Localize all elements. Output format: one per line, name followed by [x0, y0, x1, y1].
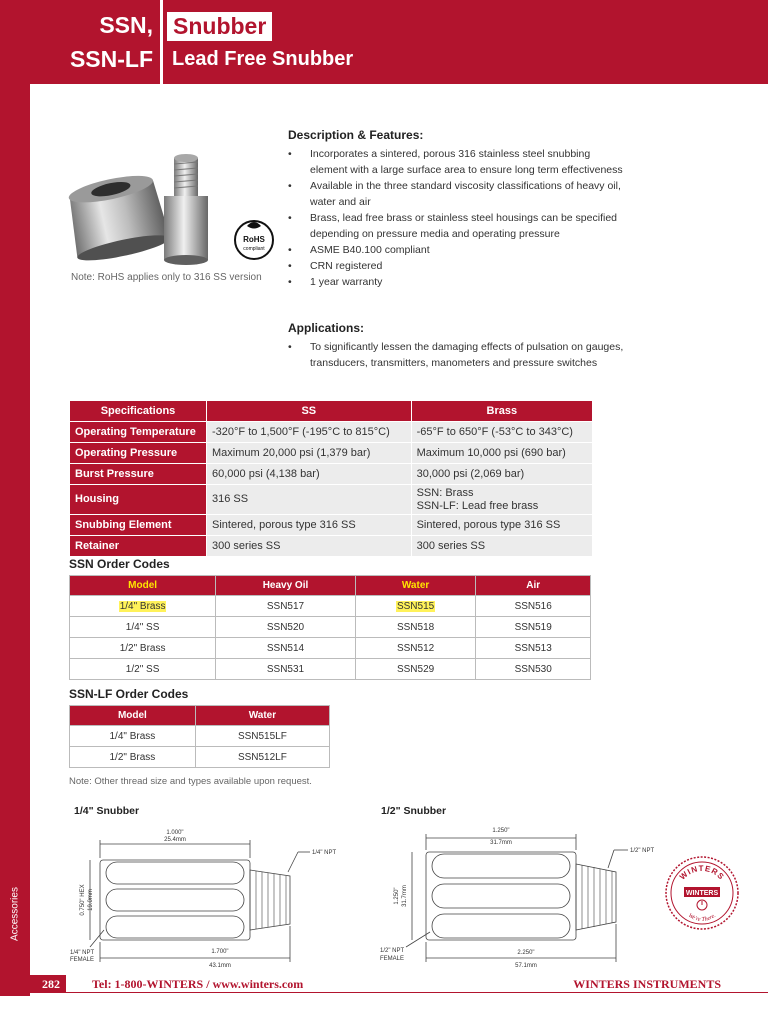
winters-logo — [664, 855, 740, 931]
spec-row — [70, 464, 593, 485]
feature-item: • 1 year warranty — [288, 274, 628, 290]
table-cell — [355, 596, 476, 617]
quarter-hex-dim: 0.750" HEX — [80, 884, 86, 916]
feature-item: • Incorporates a sintered, porous 316 stainless steel snubbing element with a large surface area to ensure long term effectiveness — [288, 146, 628, 178]
feature-list — [288, 146, 628, 290]
feature-item: • ASME B40.100 compliant — [288, 242, 628, 258]
spec-cell: 300 series SS — [207, 536, 412, 557]
specifications-table — [69, 400, 593, 557]
spec-header: Specifications — [70, 401, 207, 422]
quarter-snubber-drawing — [60, 822, 350, 972]
page-number: 282 — [0, 975, 66, 993]
application-item: • To significantly lessen the damaging effects of pulsation on gauges, transducers, transmitters, manometers and pressure switches — [288, 339, 628, 371]
spec-row-label: Retainer — [70, 536, 207, 557]
table-row — [70, 617, 591, 638]
table-row — [70, 726, 330, 747]
quarter-female-sub: FEMALE — [70, 957, 95, 963]
section-label: Accessories — [9, 887, 21, 941]
quarter-bottom-dim: 1.700" — [211, 949, 229, 955]
feature-item: • CRN registered — [288, 258, 628, 274]
table-cell: SSN515LF — [195, 726, 329, 747]
spec-header-row — [70, 401, 593, 422]
spec-cell: 316 SS — [207, 485, 412, 515]
table-cell: SSN516 — [476, 596, 591, 617]
spec-cell: Maximum 10,000 psi (690 bar) — [411, 443, 592, 464]
spec-cell: -65°F to 650°F (-53°C to 343°C) — [411, 422, 592, 443]
spec-cell-line: SSN-LF: Lead free brass — [416, 499, 539, 512]
header-banner — [0, 0, 768, 84]
product-subtitle: Lead Free Snubber — [172, 48, 354, 70]
model-code-ssn: SSN, — [99, 12, 153, 38]
half-female-label: 1/2" NPT — [380, 948, 405, 954]
spec-cell: Sintered, porous type 316 SS — [207, 515, 412, 536]
header-divider — [160, 0, 163, 84]
spec-cell — [411, 485, 592, 515]
model-code-ssn-lf: SSN-LF — [69, 46, 153, 72]
spec-row — [70, 443, 593, 464]
spec-cell: 30,000 psi (2,069 bar) — [411, 464, 592, 485]
spec-cell: 300 series SS — [411, 536, 592, 557]
footer-contact: Tel: 1-800-WINTERS / www.winters.com — [92, 977, 304, 991]
table-cell: 1/2" SS — [70, 659, 216, 680]
quarter-top-dim: 1.000" — [166, 830, 184, 836]
spec-row — [70, 485, 593, 515]
half-female-sub: FEMALE — [380, 956, 405, 962]
quarter-top-dim-mm: 25.4mm — [164, 837, 186, 843]
ssn-lf-order-codes-table — [69, 705, 330, 768]
section-sidebar — [0, 84, 30, 996]
table-cell: SSN513 — [476, 638, 591, 659]
spec-cell: -320°F to 1,500°F (-195°C to 815°C) — [207, 422, 412, 443]
ssn-header-row — [70, 576, 591, 596]
table-cell: SSN529 — [355, 659, 476, 680]
spec-cell-line: SSN: Brass — [416, 486, 474, 499]
ssn-lf-order-codes-title: SSN-LF Order Codes — [69, 687, 189, 701]
quarter-bottom-dim-mm: 43.1mm — [209, 963, 231, 969]
ssn-order-codes-title: SSN Order Codes — [69, 557, 170, 571]
footer-brand: WINTERS INSTRUMENTS — [573, 977, 721, 991]
ssn-header: Water — [355, 576, 476, 596]
half-snubber-title: 1/2" Snubber — [381, 805, 447, 817]
feature-item: • Available in the three standard viscosity classifications of heavy oil, water and air — [288, 178, 628, 210]
applications-section — [288, 321, 628, 371]
spec-row — [70, 536, 593, 557]
table-cell: SSN512 — [355, 638, 476, 659]
table-cell: SSN518 — [355, 617, 476, 638]
table-cell: SSN517 — [216, 596, 356, 617]
spec-row — [70, 422, 593, 443]
quarter-female-label: 1/4" NPT — [70, 950, 95, 956]
table-row — [70, 659, 591, 680]
ssn-header: Air — [476, 576, 591, 596]
ssn-header: Heavy Oil — [216, 576, 356, 596]
highlighted-code: SSN515 — [396, 600, 435, 612]
spec-header: SS — [207, 401, 412, 422]
spec-cell: 60,000 psi (4,138 bar) — [207, 464, 412, 485]
table-row — [70, 638, 591, 659]
half-hex-dim: 1.250" — [394, 887, 400, 905]
half-snubber-drawing — [368, 822, 658, 972]
table-cell: SSN519 — [476, 617, 591, 638]
table-cell: 1/4" Brass — [70, 726, 196, 747]
table-cell: SSN520 — [216, 617, 356, 638]
ssn-header: Model — [70, 576, 216, 596]
spec-row-label: Operating Pressure — [70, 443, 207, 464]
table-cell: SSN530 — [476, 659, 591, 680]
table-cell: 1/2" Brass — [70, 747, 196, 768]
quarter-npt-label: 1/4" NPT — [312, 850, 337, 856]
logo-arc-text: WINTERS — [677, 863, 727, 882]
rohs-badge-text: RoHS — [243, 235, 265, 244]
product-badge: Snubber — [167, 12, 272, 41]
quarter-snubber-title: 1/4" Snubber — [74, 805, 140, 817]
product-photo — [64, 138, 274, 268]
spec-row-label: Operating Temperature — [70, 422, 207, 443]
lf-header-row — [70, 706, 330, 726]
table-cell: 1/2" Brass — [70, 638, 216, 659]
rohs-badge-subtext: compliant — [243, 246, 265, 252]
description-section — [288, 128, 628, 290]
thread-size-note: Note: Other thread size and types available upon request. — [69, 776, 312, 787]
spec-cell: Maximum 20,000 psi (1,379 bar) — [207, 443, 412, 464]
table-row — [70, 596, 591, 617]
table-cell: SSN514 — [216, 638, 356, 659]
logo-tagline: We're There. — [686, 912, 718, 924]
footer-rule — [66, 992, 768, 993]
rohs-note: Note: RoHS applies only to 316 SS version — [71, 272, 262, 283]
feature-item: • Brass, lead free brass or stainless steel housings can be specified depending on pressure media and operating pressure — [288, 210, 628, 242]
spec-row-label: Snubbing Element — [70, 515, 207, 536]
logo-center-text: WINTERS — [685, 890, 719, 897]
half-hex-dim-mm: 31.7mm — [402, 885, 408, 907]
lf-header: Water — [195, 706, 329, 726]
half-npt-label: 1/2" NPT — [630, 848, 655, 854]
lf-header: Model — [70, 706, 196, 726]
applications-title: Applications: — [288, 321, 365, 335]
quarter-hex-dim-mm: 19.0mm — [88, 889, 94, 911]
half-top-dim: 1.250" — [492, 828, 510, 834]
half-bottom-dim: 2.250" — [517, 950, 535, 956]
half-bottom-dim-mm: 57.1mm — [515, 963, 537, 969]
applications-list — [288, 339, 628, 371]
table-cell: SSN512LF — [195, 747, 329, 768]
highlighted-model: 1/4" Brass — [119, 600, 166, 612]
table-cell: SSN531 — [216, 659, 356, 680]
spec-row-label: Housing — [70, 485, 207, 515]
page-footer — [0, 975, 768, 993]
ssn-order-codes-table — [69, 575, 591, 680]
table-cell — [70, 596, 216, 617]
table-row — [70, 747, 330, 768]
spec-row-label: Burst Pressure — [70, 464, 207, 485]
table-cell: 1/4" SS — [70, 617, 216, 638]
half-top-dim-mm: 31.7mm — [490, 840, 512, 846]
spec-row — [70, 515, 593, 536]
spec-cell: Sintered, porous type 316 SS — [411, 515, 592, 536]
spec-header: Brass — [411, 401, 592, 422]
description-title: Description & Features: — [288, 128, 424, 142]
